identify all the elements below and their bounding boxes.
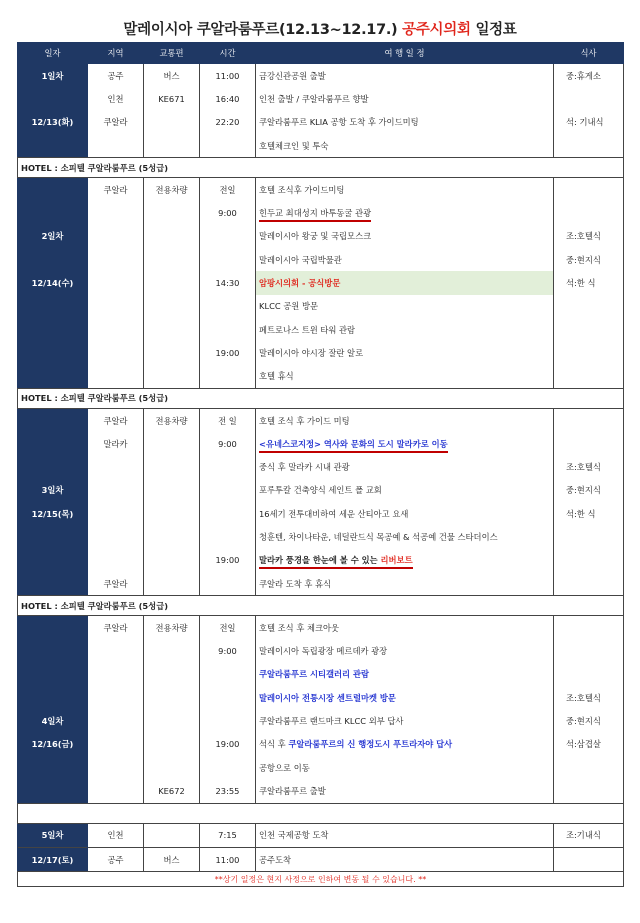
transport-cell xyxy=(144,663,200,686)
region-cell xyxy=(88,248,144,271)
time-cell: 19:00 xyxy=(200,341,256,364)
day-blank xyxy=(18,616,88,640)
meal-cell: 중:현지식 xyxy=(554,479,624,502)
schedule-cell xyxy=(256,549,554,572)
schedule-cell: 공항으로 이동 xyxy=(256,756,554,779)
table-row xyxy=(18,549,624,572)
region-cell: 쿠알라 xyxy=(88,178,144,202)
schedule-cell-official-visit: 암팡시의회 - 공식방문 xyxy=(256,271,554,294)
time-cell xyxy=(200,365,256,389)
region-cell xyxy=(88,709,144,732)
transport-cell xyxy=(144,365,200,389)
time-cell xyxy=(200,248,256,271)
transport-cell xyxy=(144,201,200,224)
highlight-text: 힌두교 최대성지 바투동굴 관광 xyxy=(259,208,371,222)
day-date: 12/13(화) xyxy=(18,111,88,134)
day-blank xyxy=(18,572,88,596)
table-row xyxy=(18,225,624,248)
hotel-row xyxy=(18,388,624,408)
day-label: 5일차 xyxy=(18,823,88,847)
highlight-text: <유네스코지정> 역사와 문화의 도시 말라카로 이동 xyxy=(259,439,448,453)
table-row xyxy=(18,663,624,686)
schedule-cell: 인천 출발 / 쿠알라룸푸르 향발 xyxy=(256,87,554,110)
day-blank xyxy=(18,756,88,779)
meal-cell: 조:호텔식 xyxy=(554,225,624,248)
transport-cell: 버스 xyxy=(144,64,200,88)
region-cell xyxy=(88,271,144,294)
day-blank xyxy=(18,408,88,432)
blank-row xyxy=(18,803,624,823)
meal-cell: 중:현지식 xyxy=(554,709,624,732)
meal-cell xyxy=(554,572,624,596)
schedule-cell: 말레이시아 야시장 잘란 알로 xyxy=(256,341,554,364)
schedule-cell: 16세기 전투대비하여 세운 산티아고 요새 xyxy=(256,502,554,525)
meal-cell xyxy=(554,525,624,548)
region-cell xyxy=(88,686,144,709)
day-blank xyxy=(18,365,88,389)
blank-cell xyxy=(18,803,624,823)
transport-cell xyxy=(144,295,200,318)
region-cell xyxy=(88,295,144,318)
page-title xyxy=(0,18,640,39)
schedule-cell xyxy=(256,733,554,756)
transport-cell xyxy=(144,271,200,294)
day-blank xyxy=(18,134,88,158)
table-row xyxy=(18,365,624,389)
day-blank xyxy=(18,341,88,364)
schedule-cell: 포루투칼 건축양식 세인트 폴 교회 xyxy=(256,479,554,502)
table-row xyxy=(18,640,624,663)
meal-cell xyxy=(554,295,624,318)
hotel-row xyxy=(18,596,624,616)
schedule-text: 석식 후 xyxy=(259,739,289,750)
table-row xyxy=(18,572,624,596)
hotel-label: HOTEL : 소피텔 쿠알라룸푸르 (5성급) xyxy=(18,596,624,616)
table-row xyxy=(18,756,624,779)
day-date: 12/14(수) xyxy=(18,271,88,294)
transport-cell xyxy=(144,225,200,248)
meal-cell xyxy=(554,178,624,202)
region-cell xyxy=(88,455,144,478)
riverboat-text: 리버보트 xyxy=(380,555,413,566)
transport-cell xyxy=(144,823,200,847)
schedule-cell: 페트로나스 트윈 타워 관람 xyxy=(256,318,554,341)
table-row xyxy=(18,525,624,548)
transport-cell xyxy=(144,479,200,502)
header-schedule: 여 행 일 정 xyxy=(256,43,554,64)
time-cell xyxy=(200,134,256,158)
schedule-cell: 쿠알라룸푸르 시티갤러리 관람 xyxy=(256,663,554,686)
region-cell xyxy=(88,365,144,389)
time-cell: 전일 xyxy=(200,616,256,640)
day-label: 1일차 xyxy=(18,64,88,88)
table-row xyxy=(18,686,624,709)
day-blank xyxy=(18,201,88,224)
header-region: 지역 xyxy=(88,43,144,64)
time-cell: 19:00 xyxy=(200,549,256,572)
transport-cell xyxy=(144,640,200,663)
day-date: 12/16(금) xyxy=(18,733,88,756)
schedule-cell: 쿠알라룸푸르 랜드마크 KLCC 외부 답사 xyxy=(256,709,554,732)
schedule-cell: 인천 국제공항 도착 xyxy=(256,823,554,847)
time-cell xyxy=(200,479,256,502)
day-blank xyxy=(18,178,88,202)
transport-cell xyxy=(144,502,200,525)
meal-cell xyxy=(554,640,624,663)
region-cell: 말라카 xyxy=(88,432,144,455)
transport-cell xyxy=(144,525,200,548)
time-cell: 23:55 xyxy=(200,779,256,803)
schedule-cell: KLCC 공원 방문 xyxy=(256,295,554,318)
schedule-cell: 중식 후 말라카 시내 관광 xyxy=(256,455,554,478)
time-cell: 7:15 xyxy=(200,823,256,847)
day-blank xyxy=(18,318,88,341)
time-cell xyxy=(200,455,256,478)
region-cell xyxy=(88,479,144,502)
region-cell: 쿠알라 xyxy=(88,616,144,640)
time-cell: 전일 xyxy=(200,178,256,202)
day-blank xyxy=(18,87,88,110)
header-meal: 식사 xyxy=(554,43,624,64)
hotel-row xyxy=(18,158,624,178)
meal-cell xyxy=(554,318,624,341)
transport-cell xyxy=(144,572,200,596)
header-time: 시간 xyxy=(200,43,256,64)
title-org: 공주시의회 xyxy=(402,22,471,38)
table-row xyxy=(18,87,624,110)
title-main: 말레이시아 쿠알라룸푸르(12.13~12.17.) xyxy=(123,22,398,38)
footnote: **상기 일정은 현지 사정으로 인하여 변동 될 수 있습니다. ** xyxy=(18,872,624,887)
region-cell xyxy=(88,225,144,248)
region-cell xyxy=(88,201,144,224)
day-blank xyxy=(18,432,88,455)
meal-cell xyxy=(554,201,624,224)
time-cell: 9:00 xyxy=(200,201,256,224)
time-cell xyxy=(200,686,256,709)
day-label: 4일차 xyxy=(18,709,88,732)
table-row xyxy=(18,248,624,271)
transport-cell: 전용차량 xyxy=(144,616,200,640)
table-row xyxy=(18,432,624,455)
schedule-text: 말라카 풍경을 한눈에 볼 수 있는 xyxy=(259,555,381,566)
transport-cell xyxy=(144,709,200,732)
schedule-cell: 쿠알라룸푸르 KLIA 공항 도착 후 가이드미팅 xyxy=(256,111,554,134)
time-cell: 9:00 xyxy=(200,432,256,455)
meal-cell xyxy=(554,341,624,364)
time-cell xyxy=(200,225,256,248)
day-date: 12/17(토) xyxy=(18,847,88,871)
table-row xyxy=(18,271,624,294)
meal-cell xyxy=(554,616,624,640)
meal-cell xyxy=(554,663,624,686)
transport-cell: 전용차량 xyxy=(144,178,200,202)
table-row xyxy=(18,64,624,88)
table-row xyxy=(18,455,624,478)
day-blank xyxy=(18,549,88,572)
transport-cell xyxy=(144,549,200,572)
transport-cell xyxy=(144,733,200,756)
day-blank xyxy=(18,779,88,803)
day-blank xyxy=(18,640,88,663)
time-cell xyxy=(200,709,256,732)
time-cell: 19:00 xyxy=(200,733,256,756)
meal-cell: 석:한 식 xyxy=(554,502,624,525)
day-label: 3일차 xyxy=(18,479,88,502)
transport-cell: KE671 xyxy=(144,87,200,110)
transport-cell xyxy=(144,248,200,271)
transport-cell xyxy=(144,432,200,455)
day-blank xyxy=(18,455,88,478)
schedule-cell: 말레이시아 독립광장 메르데카 광장 xyxy=(256,640,554,663)
region-cell: 인천 xyxy=(88,87,144,110)
meal-cell xyxy=(554,408,624,432)
transport-cell: KE672 xyxy=(144,779,200,803)
schedule-cell: 호텔 조식 후 가이드 미팅 xyxy=(256,408,554,432)
meal-cell: 중:현지식 xyxy=(554,248,624,271)
day-blank xyxy=(18,525,88,548)
time-cell xyxy=(200,663,256,686)
region-cell: 쿠알라 xyxy=(88,408,144,432)
day-blank xyxy=(18,295,88,318)
meal-cell: 석:삼겹살 xyxy=(554,733,624,756)
meal-cell xyxy=(554,847,624,871)
meal-cell xyxy=(554,779,624,803)
time-cell: 11:00 xyxy=(200,64,256,88)
meal-cell: 조:호텔식 xyxy=(554,455,624,478)
header-date: 일자 xyxy=(18,43,88,64)
time-cell: 16:40 xyxy=(200,87,256,110)
region-cell: 공주 xyxy=(88,847,144,871)
table-row xyxy=(18,616,624,640)
region-cell xyxy=(88,341,144,364)
hotel-label: HOTEL : 소피텔 쿠알라룸푸르 (5성급) xyxy=(18,158,624,178)
day-blank xyxy=(18,663,88,686)
transport-cell xyxy=(144,111,200,134)
schedule-cell: 말레이시아 전통시장 센트럴마켓 방문 xyxy=(256,686,554,709)
region-cell xyxy=(88,779,144,803)
table-row xyxy=(18,733,624,756)
time-cell xyxy=(200,572,256,596)
meal-cell xyxy=(554,549,624,572)
time-cell xyxy=(200,525,256,548)
table-row xyxy=(18,341,624,364)
time-cell: 22:20 xyxy=(200,111,256,134)
schedule-cell: 호텔 휴식 xyxy=(256,365,554,389)
table-row xyxy=(18,318,624,341)
table-row xyxy=(18,111,624,134)
schedule-cell: 말레이시아 국립박물관 xyxy=(256,248,554,271)
transport-cell xyxy=(144,686,200,709)
meal-cell xyxy=(554,87,624,110)
transport-cell xyxy=(144,134,200,158)
schedule-cell: 호텔 조식후 가이드미팅 xyxy=(256,178,554,202)
transport-cell: 전용차량 xyxy=(144,408,200,432)
schedule-cell: 공주도착 xyxy=(256,847,554,871)
region-cell xyxy=(88,640,144,663)
time-cell xyxy=(200,318,256,341)
table-row xyxy=(18,709,624,732)
table-row xyxy=(18,134,624,158)
table-row xyxy=(18,823,624,847)
day-label: 2일차 xyxy=(18,225,88,248)
transport-cell xyxy=(144,341,200,364)
region-cell: 쿠알라 xyxy=(88,111,144,134)
schedule-cell: 호텔 조식 후 체크아웃 xyxy=(256,616,554,640)
region-cell xyxy=(88,663,144,686)
itinerary-table xyxy=(17,42,624,887)
schedule-cell: 말레이시아 왕궁 및 국립모스크 xyxy=(256,225,554,248)
transport-cell xyxy=(144,756,200,779)
region-cell xyxy=(88,134,144,158)
meal-cell xyxy=(554,365,624,389)
transport-cell xyxy=(144,455,200,478)
region-cell xyxy=(88,756,144,779)
meal-cell: 중:휴게소 xyxy=(554,64,624,88)
region-cell xyxy=(88,549,144,572)
title-suffix: 일정표 xyxy=(475,22,517,38)
time-cell xyxy=(200,295,256,318)
meal-cell: 석: 기내식 xyxy=(554,111,624,134)
schedule-cell xyxy=(256,201,554,224)
time-cell xyxy=(200,756,256,779)
day-blank xyxy=(18,248,88,271)
table-row xyxy=(18,295,624,318)
meal-cell: 석:한 식 xyxy=(554,271,624,294)
time-cell: 전 일 xyxy=(200,408,256,432)
note-row xyxy=(18,872,624,887)
schedule-cell: 쿠알라룸푸르 출발 xyxy=(256,779,554,803)
time-cell: 9:00 xyxy=(200,640,256,663)
table-row xyxy=(18,479,624,502)
meal-cell: 조:호텔식 xyxy=(554,686,624,709)
schedule-cell: 쿠알라 도착 후 휴식 xyxy=(256,572,554,596)
meal-cell: 조:기내식 xyxy=(554,823,624,847)
region-cell: 공주 xyxy=(88,64,144,88)
time-cell: 14:30 xyxy=(200,271,256,294)
table-row xyxy=(18,502,624,525)
table-header-row xyxy=(18,43,624,64)
table-row xyxy=(18,178,624,202)
region-cell xyxy=(88,318,144,341)
region-cell xyxy=(88,525,144,548)
table-row xyxy=(18,779,624,803)
meal-cell xyxy=(554,134,624,158)
region-cell: 인천 xyxy=(88,823,144,847)
hotel-label: HOTEL : 소피텔 쿠알라룸푸르 (5성급) xyxy=(18,388,624,408)
day-blank xyxy=(18,686,88,709)
transport-cell: 버스 xyxy=(144,847,200,871)
schedule-cell: 호텔체크인 및 투숙 xyxy=(256,134,554,158)
meal-cell xyxy=(554,756,624,779)
region-cell xyxy=(88,733,144,756)
meal-cell xyxy=(554,432,624,455)
region-cell xyxy=(88,502,144,525)
schedule-cell xyxy=(256,432,554,455)
table-row xyxy=(18,847,624,871)
schedule-cell: 금강신관공원 출발 xyxy=(256,64,554,88)
table-row xyxy=(18,408,624,432)
time-cell: 11:00 xyxy=(200,847,256,871)
header-transport: 교통편 xyxy=(144,43,200,64)
region-cell: 쿠알라 xyxy=(88,572,144,596)
day-date: 12/15(목) xyxy=(18,502,88,525)
transport-cell xyxy=(144,318,200,341)
table-row xyxy=(18,201,624,224)
time-cell xyxy=(200,502,256,525)
putrajaya-text: 쿠알라룸푸르의 신 행정도시 푸트라자야 답사 xyxy=(288,739,453,750)
schedule-cell: 청훈텐, 차이나타운, 네덜란드식 목공예 & 석공예 건물 스타더이스 xyxy=(256,525,554,548)
